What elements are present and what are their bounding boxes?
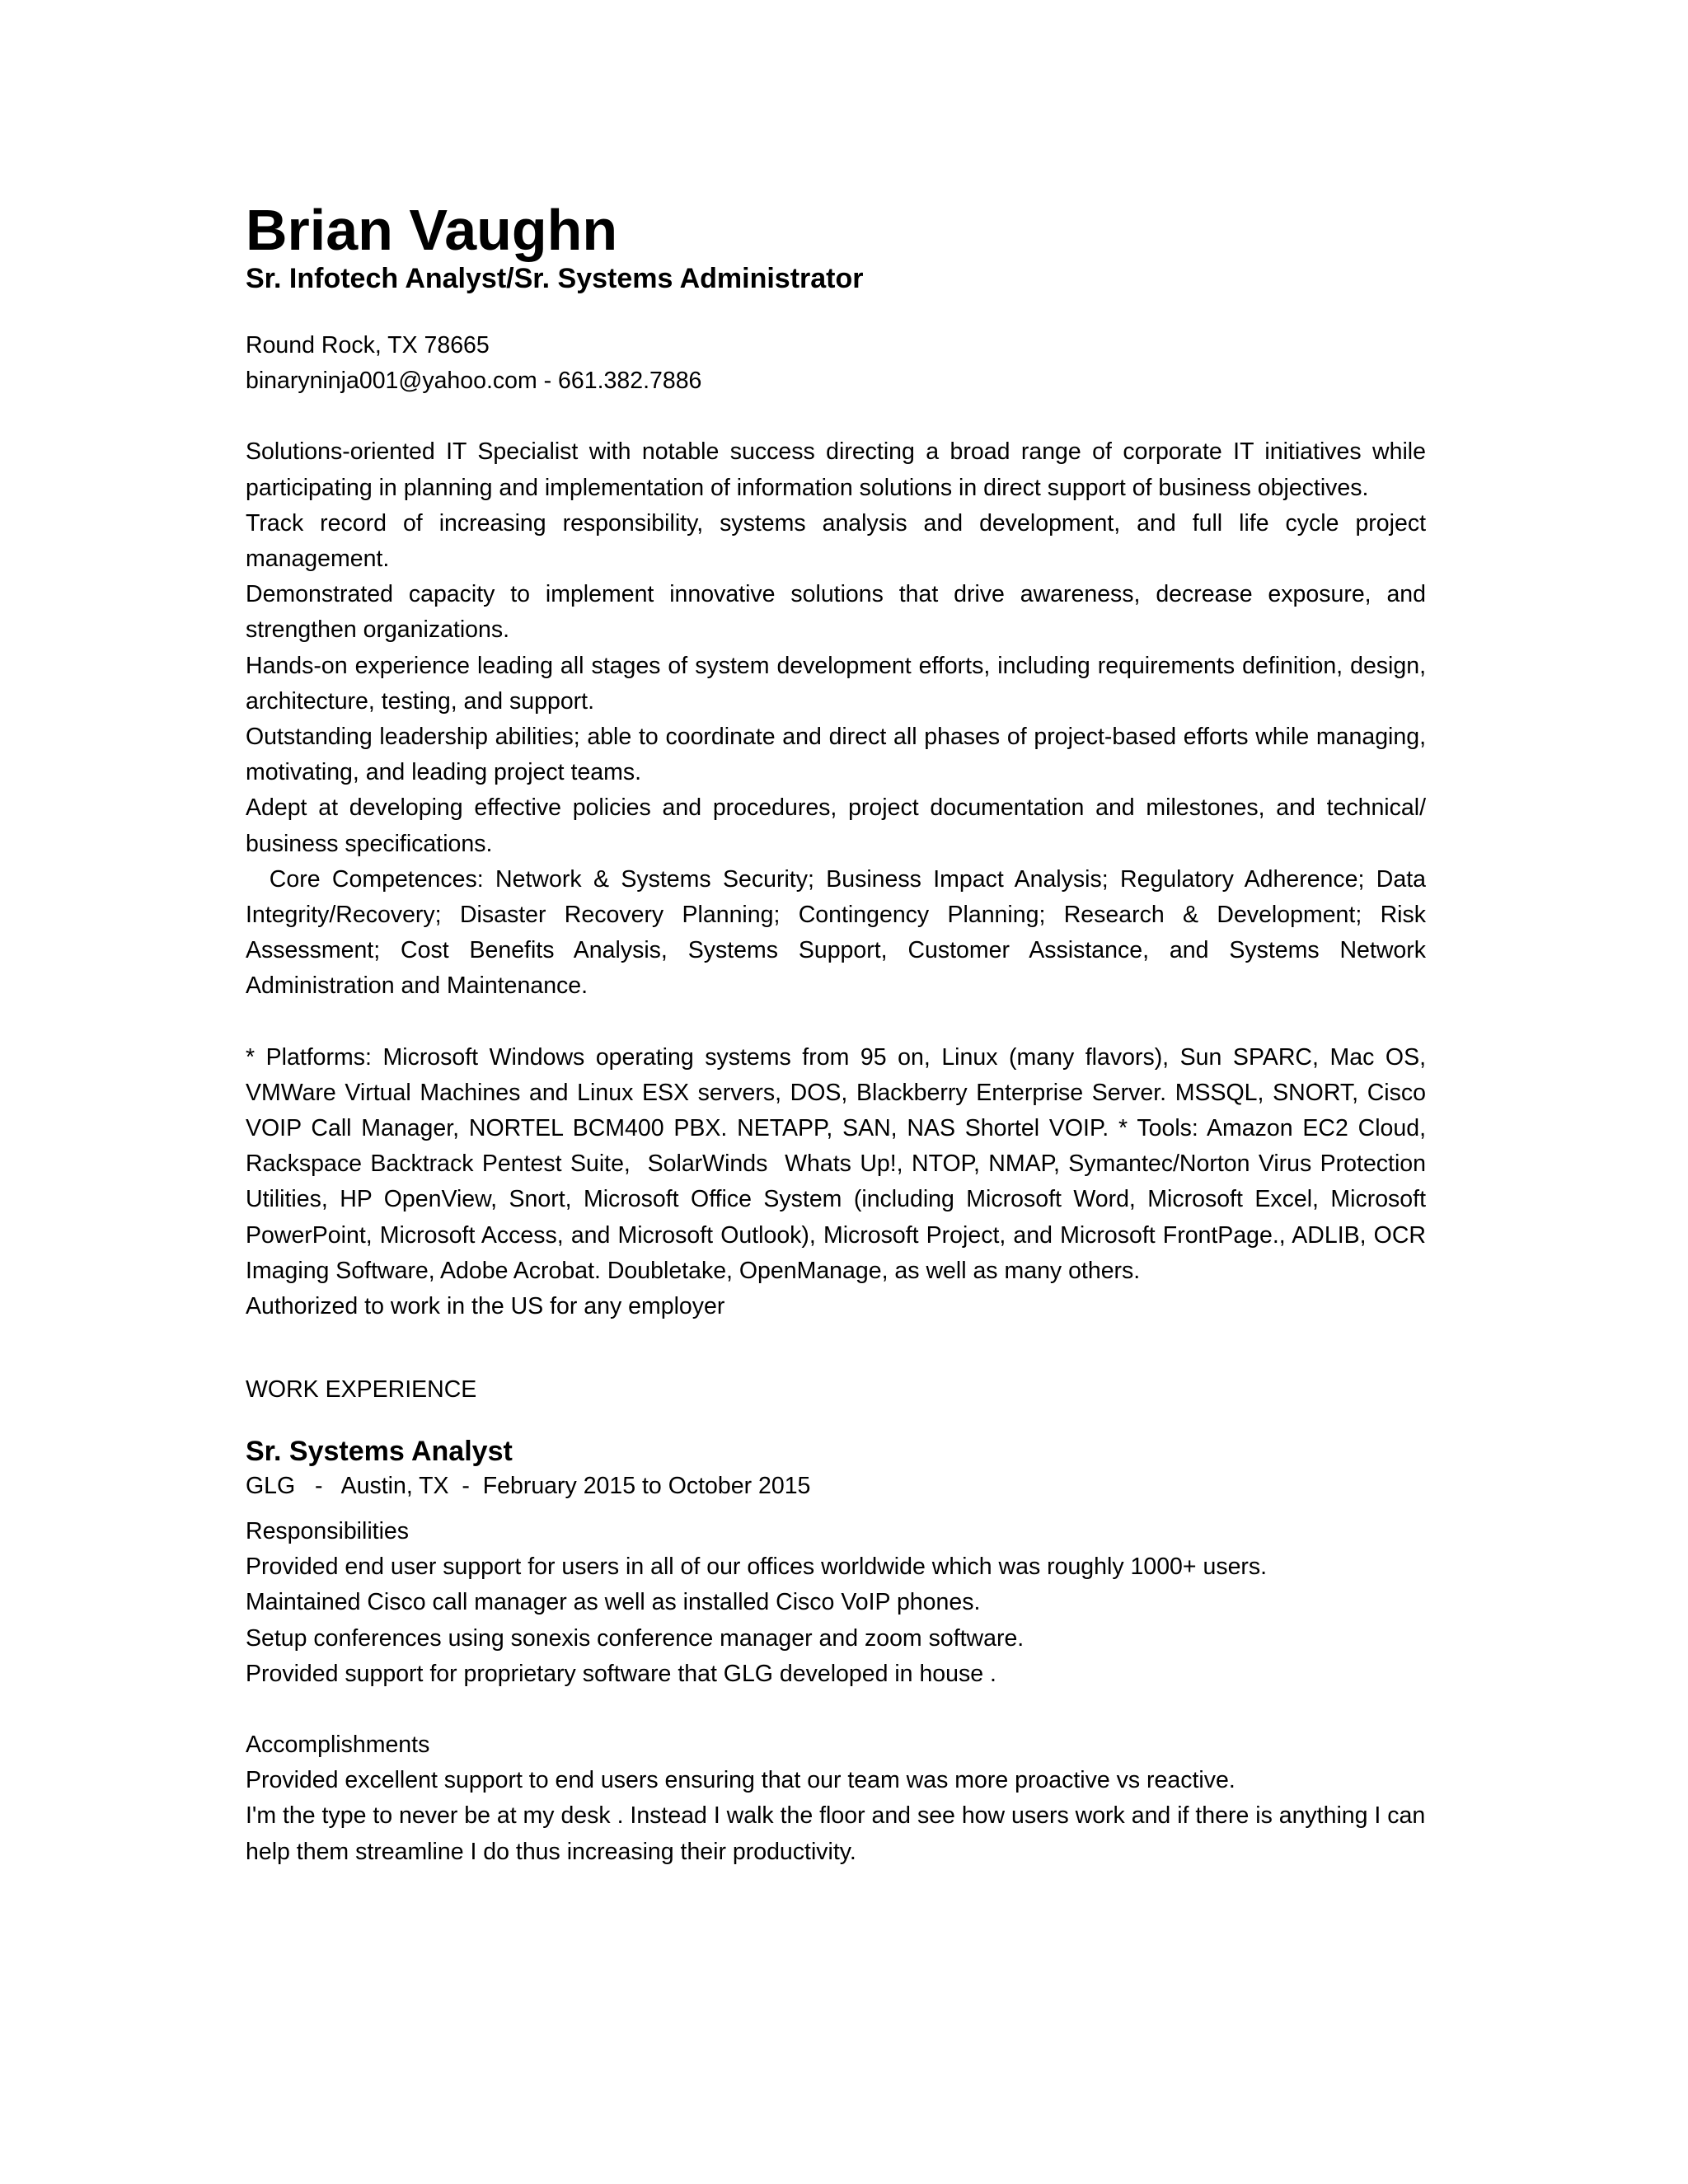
summary-paragraph: Adept at developing effective policies and procedures, project documentation and milestones, and technical/ business specifications. xyxy=(246,794,1426,857)
job-entry xyxy=(246,1434,1426,1869)
responsibility-item: Maintained Cisco call manager as well as installed Cisco VoIP phones. xyxy=(246,1589,981,1616)
work-authorization: Authorized to work in the US for any employer xyxy=(246,1293,725,1320)
work-experience-section xyxy=(246,1372,1426,1869)
accomplishment-item: Provided excellent support to end users ensuring that our team was more proactive vs reactive. xyxy=(246,1767,1236,1794)
responsibility-item: Provided end user support for users in all of our offices worldwide which was roughly 1000+ users. xyxy=(246,1554,1268,1581)
job-title: Sr. Systems Analyst xyxy=(246,1436,513,1468)
responsibility-item: Provided support for proprietary software that GLG developed in house . xyxy=(246,1660,996,1687)
candidate-title: Sr. Infotech Analyst/Sr. Systems Administrator xyxy=(246,263,864,294)
summary-paragraph: Hands-on experience leading all stages of system development efforts, including requirements definition, design, architecture, testing, and support. xyxy=(246,652,1426,715)
work-experience-heading: WORK EXPERIENCE xyxy=(246,1376,477,1404)
spacer xyxy=(246,1005,1426,1040)
summary-section xyxy=(246,434,1432,1004)
platforms-tools: * Platforms: Microsoft Windows operating systems from 95 on, Linux (many flavors), Sun SPARC, Mac OS, VMWare Virtual Machines and Linux ESX servers, DOS, Blackberry Enterprise Server. MSSQL, SNORT, Cisco VOIP Call Manager, NORTEL BCM400 PBX. NETAPP, SAN, NAS Shortel VOIP. * Tools: Amazon EC2 Cloud, Rackspace Backtrack Pentest Suite, SolarWinds Whats Up!, NTOP, NMAP, Symantec/Norton Virus Protection Utilities, HP OpenView, Snort, Microsoft Office System (including Microsoft Word, Microsoft Excel, Microsoft PowerPoint, Microsoft Access, and Microsoft Outlook), Microsoft Project, and Microsoft FrontPage., ADLIB, OCR Imaging Software, Adobe Acrobat. Doubletake, OpenManage, as well as many others. xyxy=(246,1043,1432,1284)
spacer xyxy=(246,1324,1426,1372)
job-meta: GLG - Austin, TX - February 2015 to October 2015 xyxy=(246,1473,811,1500)
candidate-name: Brian Vaughn xyxy=(246,198,618,262)
resume-page xyxy=(246,198,1432,1870)
summary-paragraph: Solutions-oriented IT Specialist with notable success directing a broad range of corporate IT initiatives while participating in planning and implementation of information solutions in direct support of business objectives. xyxy=(246,438,1426,501)
accomplishment-item: I'm the type to never be at my desk . Instead I walk the floor and see how users work and if there is anything I can help them streamline I do thus increasing their productivity. xyxy=(246,1802,1426,1865)
skills-section xyxy=(246,1040,1432,1325)
core-competences: Core Competences: Network & Systems Security; Business Impact Analysis; Regulatory Adherence; Data Integrity/Recovery; Disaster Recovery Planning; Contingency Planning; Research & Development; Risk Assessment; Cost Benefits Analysis, Systems Support, Customer Assistance, and Systems Network Administration and Maintenance. xyxy=(246,865,1432,1000)
responsibilities-label: Responsibilities xyxy=(246,1518,410,1545)
summary-paragraph: Outstanding leadership abilities; able to coordinate and direct all phases of project-based efforts while managing, motivating, and leading project teams. xyxy=(246,724,1426,786)
responsibility-item: Setup conferences using sonexis conference manager and zoom software. xyxy=(246,1624,1025,1652)
spacer xyxy=(246,399,1426,434)
spacer xyxy=(246,1692,1426,1727)
accomplishments-label: Accomplishments xyxy=(246,1732,430,1759)
summary-paragraph: Demonstrated capacity to implement innovative solutions that drive awareness, decrease exposure, and strengthen organizations. xyxy=(246,581,1426,644)
contact-email-phone: binaryninja001@yahoo.com - 661.382.7886 xyxy=(246,368,702,395)
contact-location: Round Rock, TX 78665 xyxy=(246,332,490,359)
summary-paragraph: Track record of increasing responsibility, systems analysis and development, and full life cycle project management. xyxy=(246,509,1426,573)
